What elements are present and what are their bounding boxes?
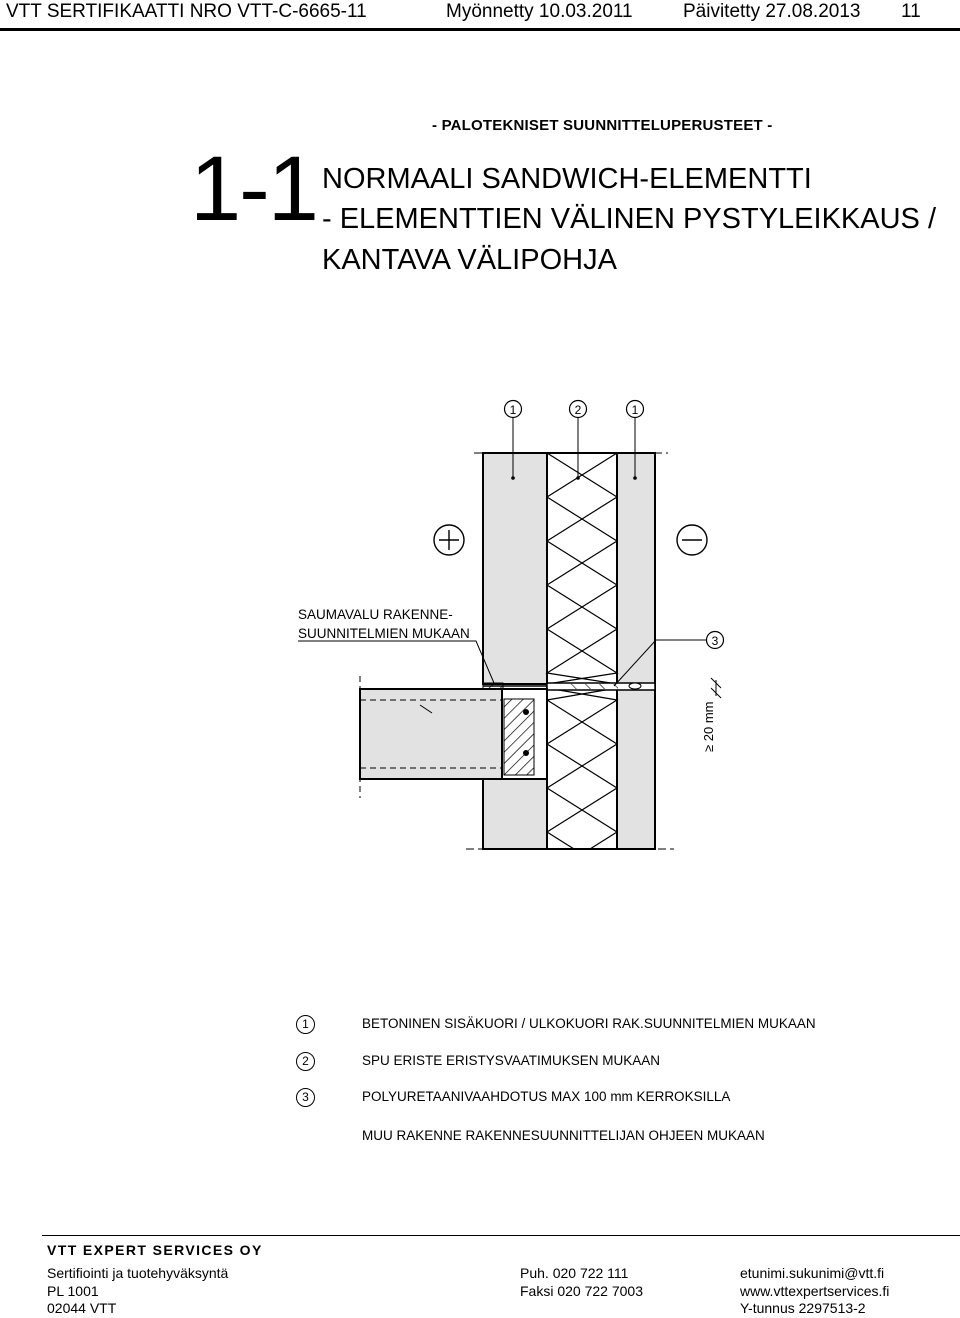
legend (296, 1015, 896, 1155)
title-line-2: - ELEMENTTIEN VÄLINEN PYSTYLEIKKAUS / (322, 203, 936, 235)
pu-foam-joint (566, 684, 618, 689)
legend-note: MUU RAKENNE RAKENNESUUNNITTELIJAN OHJEEN MUKAAN (362, 1128, 765, 1143)
minus-side-icon (677, 525, 707, 555)
plus-side-icon (434, 525, 464, 555)
footer-business-id: Y-tunnus 2297513-2 (740, 1300, 866, 1316)
page-number: 11 (901, 1, 921, 22)
page-header (0, 0, 960, 28)
legend-number: 1 (296, 1015, 315, 1034)
footer-contact (740, 1265, 889, 1318)
document-subtitle: - PALOTEKNISET SUUNNITTELUPERUSTEET - (432, 117, 773, 134)
title-line-3: KANTAVA VÄLIPOHJA (322, 244, 617, 276)
legend-text: POLYURETAANIVAAHDOTUS MAX 100 mm KERROKSILLA (362, 1089, 731, 1104)
header-divider (0, 28, 960, 31)
footer-line: 02044 VTT (47, 1300, 117, 1316)
issued-date: Myönnetty 10.03.2011 (446, 1, 633, 22)
company-name: VTT EXPERT SERVICES OY (47, 1242, 263, 1258)
dimension-annotation (701, 678, 721, 752)
outer-concrete-shell (617, 453, 655, 849)
footer-line: Puh. 020 722 111 (520, 1265, 629, 1281)
svg-text:3: 3 (711, 634, 719, 648)
updated-date: Päivitetty 27.08.2013 (683, 1, 861, 22)
svg-text:1: 1 (509, 403, 517, 417)
footer-address (47, 1265, 228, 1318)
title-line-1: NORMAALI SANDWICH-ELEMENTTI (322, 163, 812, 195)
svg-text:2: 2 (574, 403, 582, 417)
legend-number: 3 (296, 1088, 315, 1107)
legend-text: BETONINEN SISÄKUORI / ULKOKUORI RAK.SUUNNITELMIEN MUKAAN (362, 1016, 816, 1031)
footer-line: Sertifiointi ja tuotehyväksyntä (47, 1265, 229, 1281)
section-drawing (0, 380, 960, 870)
svg-text:1: 1 (631, 403, 639, 417)
joint-label-line-2: SUUNNITELMIEN MUKAAN (298, 626, 470, 641)
footer-phone (520, 1265, 643, 1300)
footer-website: www.vttexpertservices.fi (740, 1282, 890, 1299)
detail-number: 1-1 (190, 138, 317, 240)
legend-text: SPU ERISTE ERISTYSVAATIMUKSEN MUKAAN (362, 1053, 661, 1068)
inner-concrete-shell (483, 453, 547, 684)
floor-slab (360, 689, 502, 779)
inner-concrete-shell-lower (483, 779, 547, 849)
footer-divider (42, 1235, 960, 1236)
svg-text:≥ 20 mm: ≥ 20 mm (701, 701, 716, 752)
certificate-number: VTT SERTIFIKAATTI NRO VTT-C-6665-11 (6, 1, 367, 22)
footer-line: PL 1001 (47, 1282, 99, 1299)
joint-label-line-1: SAUMAVALU RAKENNE- (298, 607, 453, 622)
footer-line: Faksi 020 722 7003 (520, 1282, 643, 1299)
legend-number: 2 (296, 1052, 315, 1071)
footer-email: etunimi.sukunimi@vtt.fi (740, 1265, 885, 1281)
